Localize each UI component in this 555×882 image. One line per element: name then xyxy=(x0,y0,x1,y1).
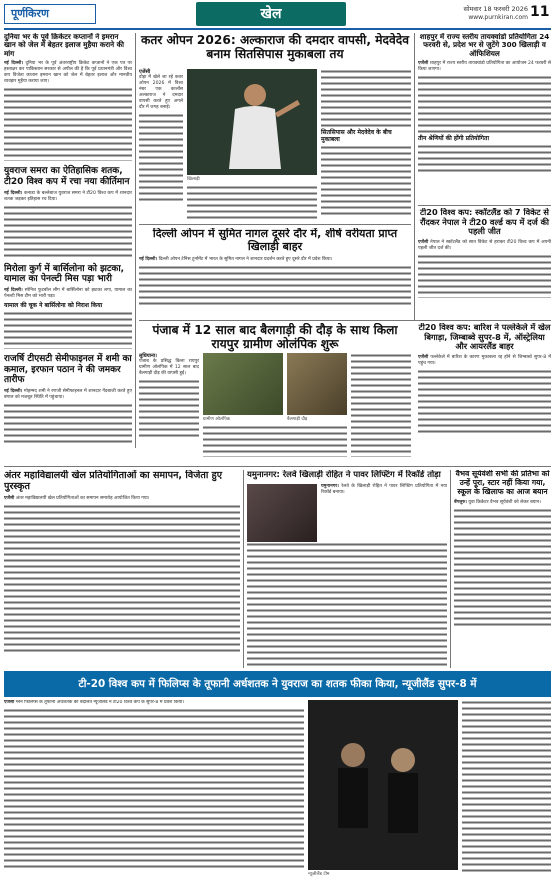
banner-story xyxy=(4,700,551,878)
main-story-subhead: सितसिपास और मेदवेदेव के बीच मुकाबला xyxy=(321,129,392,143)
bottom-story-3-text: युवा क्रिकेटर वैभव सूर्यवंशी को लेकर बयान। xyxy=(468,499,541,505)
doubles-story xyxy=(139,228,411,320)
left-story-4-text: मोहम्मद शमी ने रणजी सेमीफाइनल में शानदार गेंदबाजी करते हुए बंगाल को मजबूत स्थिति में पहुंचाया। xyxy=(4,388,132,400)
story-divider-2 xyxy=(139,320,551,321)
banner-story-text-col xyxy=(4,700,304,868)
bottom-story-1-body xyxy=(4,496,240,502)
punjab-story-body: पंजाब के प्रसिद्ध किला रायपुर ग्रामीण ओलंपिक में 12 साल बाद बैलगाड़ी दौड़ की वापसी हुई। xyxy=(139,359,199,376)
banner-story-photo xyxy=(308,700,458,870)
doubles-story-body xyxy=(139,257,411,263)
bottom-story-2 xyxy=(247,470,447,668)
left-story-4-filler xyxy=(4,403,132,443)
right-story-3-text: पल्लेकेले में बारिश के कारण मुकाबला रद्द होने से जिम्बाब्वे सुपर-8 में पहुंच गया। xyxy=(418,355,551,367)
main-story-photo xyxy=(187,69,317,175)
left-story-3-text: स्पेनिश फुटबॉल लीग में बार्सिलोना को झटका लगा, यामाल का पेनल्टी मिस टीम को भारी पड़ा। xyxy=(4,287,132,299)
punjab-photo-2 xyxy=(287,353,347,415)
right-story-1-subhead: तीन श्रेणियों की होंगी प्रतियोगिता xyxy=(418,135,489,143)
left-story-2-body xyxy=(4,191,132,203)
section-banner xyxy=(196,2,346,26)
main-story-filler-3 xyxy=(321,145,411,215)
left-story-1-filler xyxy=(4,87,132,161)
right-story-2-text: नेपाल ने स्कॉटलैंड को सात विकेट से हराकर टी20 विश्व कप में अपनी पहली जीत दर्ज की। xyxy=(418,240,551,252)
right-story-1-title: शाहपुर में राज्य स्तरीय तायक्वांडो प्रतियोगिता 24 फरवरी से, प्रदेश भर से जुटेंगे 300 खिलाड़ी व ऑफिशियल xyxy=(419,33,550,58)
doubles-story-dateline: नई दिल्ली। xyxy=(139,256,158,262)
left-story-3-subhead: यामाल की चूक ने बार्सिलोना को निराश किया xyxy=(4,301,103,309)
left-story-3-body xyxy=(4,288,132,300)
left-story-1-dateline: नई दिल्ली। xyxy=(4,61,24,67)
bottom-story-2-filler xyxy=(247,542,447,668)
banner-headline xyxy=(4,671,551,697)
bottom-story-3-body xyxy=(454,500,551,506)
right-story-3-dateline: एजेंसी xyxy=(418,355,429,361)
right-story-1-body xyxy=(418,61,551,73)
bottom-story-2-photo xyxy=(247,484,317,542)
punjab-story-title: पंजाब में 12 साल बाद बैलगाड़ी की दौड़ के साथ किला रायपुर ग्रामीण ओलंपिक शुरू xyxy=(152,323,398,352)
left-story-3-dateline: नई दिल्ली। xyxy=(4,287,23,293)
left-story-2-dateline: नई दिल्ली। xyxy=(4,190,23,196)
left-story-4-dateline: नई दिल्ली। xyxy=(4,388,23,394)
bottom-story-1 xyxy=(4,470,240,668)
main-story-photo-label: खिलाड़ी xyxy=(187,177,200,182)
banner-story-filler-2 xyxy=(462,700,551,874)
tennis-player-illustration xyxy=(187,69,317,175)
banner-story-dateline: एजेंसी xyxy=(4,700,15,705)
banner-title: टी-20 विश्व कप में फिलिप्स के तूफानी अर्धशतक ने युवराज का शतक फीका किया, न्यूजीलैंड सुपर-8 में xyxy=(78,678,477,690)
bottom-story-1-filler xyxy=(4,504,240,654)
punjab-story-dateline: लुधियाना। xyxy=(139,353,157,359)
bottom-story-1-text: अंतर महाविद्यालयी खेल प्रतियोगिताओं का समापन समारोह आयोजित किया गया। xyxy=(15,495,150,501)
section-label: खेल xyxy=(260,6,282,22)
punjab-photo-1 xyxy=(203,353,283,415)
left-story-4-title: राजर्षि टीएसटी सेमीफाइनल में शमी का कमाल, इरफान पठान ने की जमकर तारीफ xyxy=(4,353,132,386)
main-story-dateline: एजेंसी xyxy=(139,69,151,75)
right-story-2 xyxy=(418,208,551,318)
doubles-story-text: दिल्ली ओपन टेनिस टूर्नामेंट में भारत के सुमित नागल ने शानदार प्रदर्शन करते हुए दूसरे दौर में प्रवेश किया। xyxy=(158,256,333,262)
right-story-2-dateline: एजेंसी xyxy=(418,240,429,246)
left-story-4-body xyxy=(4,389,132,401)
punjab-story-filler-2 xyxy=(351,353,411,457)
banner-story-filler xyxy=(4,708,304,868)
bottom-story-3-filler xyxy=(454,508,551,626)
bottom-story-3 xyxy=(454,470,551,668)
column-divider-4 xyxy=(450,470,451,668)
right-story-2-body xyxy=(418,240,551,252)
left-column xyxy=(4,33,132,448)
right-story-3 xyxy=(418,323,551,463)
section-divider xyxy=(4,466,551,467)
header-divider xyxy=(4,28,551,30)
bottom-story-2-title: यमुनानगर: रेलवे खिलाड़ी रोहित ने पावर लिफ्टिंग में रिकॉर्ड तोड़ा xyxy=(247,470,441,479)
issue-date: सोमवार 18 फरवरी 2026 xyxy=(463,5,528,13)
bottom-story-1-dateline: एजेंसी xyxy=(4,495,15,501)
right-story-3-body xyxy=(418,355,551,367)
punjab-story-filler-1 xyxy=(139,379,199,439)
left-story-1-text: दुनिया भर के पूर्व अंतरराष्ट्रीय क्रिकेट कप्तानों ने एक पत्र पर हस्ताक्षर कर पाकिस्तान सरकार से अपील की है कि पूर्व प्रधानमंत्री और विश्व कप विजेता कप्तान इमरान खान को जेल में बेहतर इलाज और मानवीय व्यवहार मुहैया कराया जाए। xyxy=(4,61,132,85)
left-story-1-title: दुनिया भर के पूर्व क्रिकेटर कप्तानों ने इमरान खान को जेल में बेहतर इलाज मुहैया कराने की मांग xyxy=(4,33,125,58)
right-story-1 xyxy=(418,33,551,203)
doubles-story-filler xyxy=(139,265,411,307)
right-story-1-filler-2 xyxy=(418,144,551,174)
bottom-story-3-title: वैभव सूर्यवंशी सभी की प्रतिभा को उन्हें पूरा, स्टार नहीं किया गया, स्कूल के खिलाफ का आज बयान xyxy=(455,470,550,496)
punjab-story-filler-3 xyxy=(203,425,347,457)
right-story-3-title: टी20 विश्व कप: बारिश ने पल्लेकेले में खेल बिगाड़ा, जिम्बाब्वे सुपर-8 में, ऑस्ट्रेलिया और आयरलैंड बाहर xyxy=(418,323,551,352)
left-story-2-title: युवराज समरा का ऐतिहासिक शतक, टी20 विश्व कप में रचा नया कीर्तिमान xyxy=(4,166,130,188)
story-divider xyxy=(139,224,411,225)
main-story-filler-2 xyxy=(321,69,411,129)
main-story xyxy=(139,33,411,223)
bottom-story-2-dateline: यमुनानगर। xyxy=(321,483,339,489)
left-story-3-title: मिरोला कुर्ग में बार्सिलोना को झटका, यामाल का पेनल्टी मिस पड़ा भारी xyxy=(4,263,125,285)
main-story-col-1 xyxy=(139,69,183,203)
punjab-story xyxy=(139,323,411,463)
right-story-3-filler xyxy=(418,369,551,435)
cricket-team-illustration xyxy=(308,700,458,870)
main-story-filler-4 xyxy=(187,185,317,221)
left-story-1-body xyxy=(4,61,132,85)
column-divider xyxy=(135,33,136,448)
page-number: 11 xyxy=(530,4,550,20)
left-story-2-filler xyxy=(4,205,132,259)
banner-story-body xyxy=(4,700,304,706)
banner-story-text: ग्लेन फिलिप्स के तूफानी अर्धशतक की बदौलत न्यूजीलैंड ने टी20 विश्व कप के सुपर-8 में प्रवेश किया। xyxy=(15,700,185,705)
right-story-1-dateline: एजेंसी xyxy=(418,61,429,67)
column-divider-3 xyxy=(243,470,244,668)
bottom-story-1-title: अंतर महाविद्यालयी खेल प्रतियोगिताओं का समापन, विजेता हुए पुरस्कृत xyxy=(4,470,223,493)
main-story-filler-1 xyxy=(139,113,183,203)
bottom-story-2-text: रेलवे के खिलाड़ी रोहित ने पावर लिफ्टिंग प्रतियोगिता में नया रिकॉर्ड बनाया। xyxy=(321,483,447,495)
story-divider-3 xyxy=(418,205,551,206)
right-story-2-filler xyxy=(418,254,551,298)
punjab-photo-2-caption: बैलगाड़ी दौड़ xyxy=(287,417,308,422)
main-story-body: दोहा में खेले जा रहे कतर ओपन 2026 में विश्व नंबर एक कार्लोस अल्काराज ने दमदार वापसी करते हुए अगले दौर में जगह बनाई। xyxy=(139,75,183,110)
bottom-story-3-dateline: बेंगलुरु। xyxy=(454,499,467,505)
main-story-title: कतर ओपन 2026: अल्काराज की दमदार वापसी, मेदवेदेव बनाम सितसिपास मुकाबला तय xyxy=(140,33,409,62)
right-story-1-text: शाहपुर में राज्य स्तरीय तायक्वांडो प्रतियोगिता का आयोजन 24 फरवरी से किया जाएगा। xyxy=(418,61,551,73)
left-story-3-filler xyxy=(4,311,132,349)
main-story-col-3 xyxy=(321,69,411,215)
left-story-2-text: कनाडा के बल्लेबाज युवराज समरा ने टी20 विश्व कप में शानदार शतक जड़कर इतिहास रच दिया। xyxy=(4,190,132,202)
punjab-story-col-1 xyxy=(139,353,199,439)
site-url: www.purnkiran.com xyxy=(468,14,528,21)
right-story-2-title: टी20 विश्व कप: स्कॉटलैंड को 7 विकेट से रौंदकर नेपाल ने टी20 वर्ल्ड कप में दर्ज की पहली जीत xyxy=(419,208,549,237)
banner-story-photo-label: न्यूजीलैंड टीम xyxy=(308,872,330,877)
punjab-photo-1-caption: ग्रामीण ओलंपिक xyxy=(203,417,231,422)
right-story-1-filler xyxy=(418,75,551,135)
column-divider-2 xyxy=(414,33,415,320)
doubles-story-title: दिल्ली ओपन में सुमित नागल दूसरे दौर में, शीर्ष वरीयता प्राप्त खिलाड़ी बाहर xyxy=(152,228,398,253)
masthead-brand: पूर्णकिरण xyxy=(4,4,96,24)
